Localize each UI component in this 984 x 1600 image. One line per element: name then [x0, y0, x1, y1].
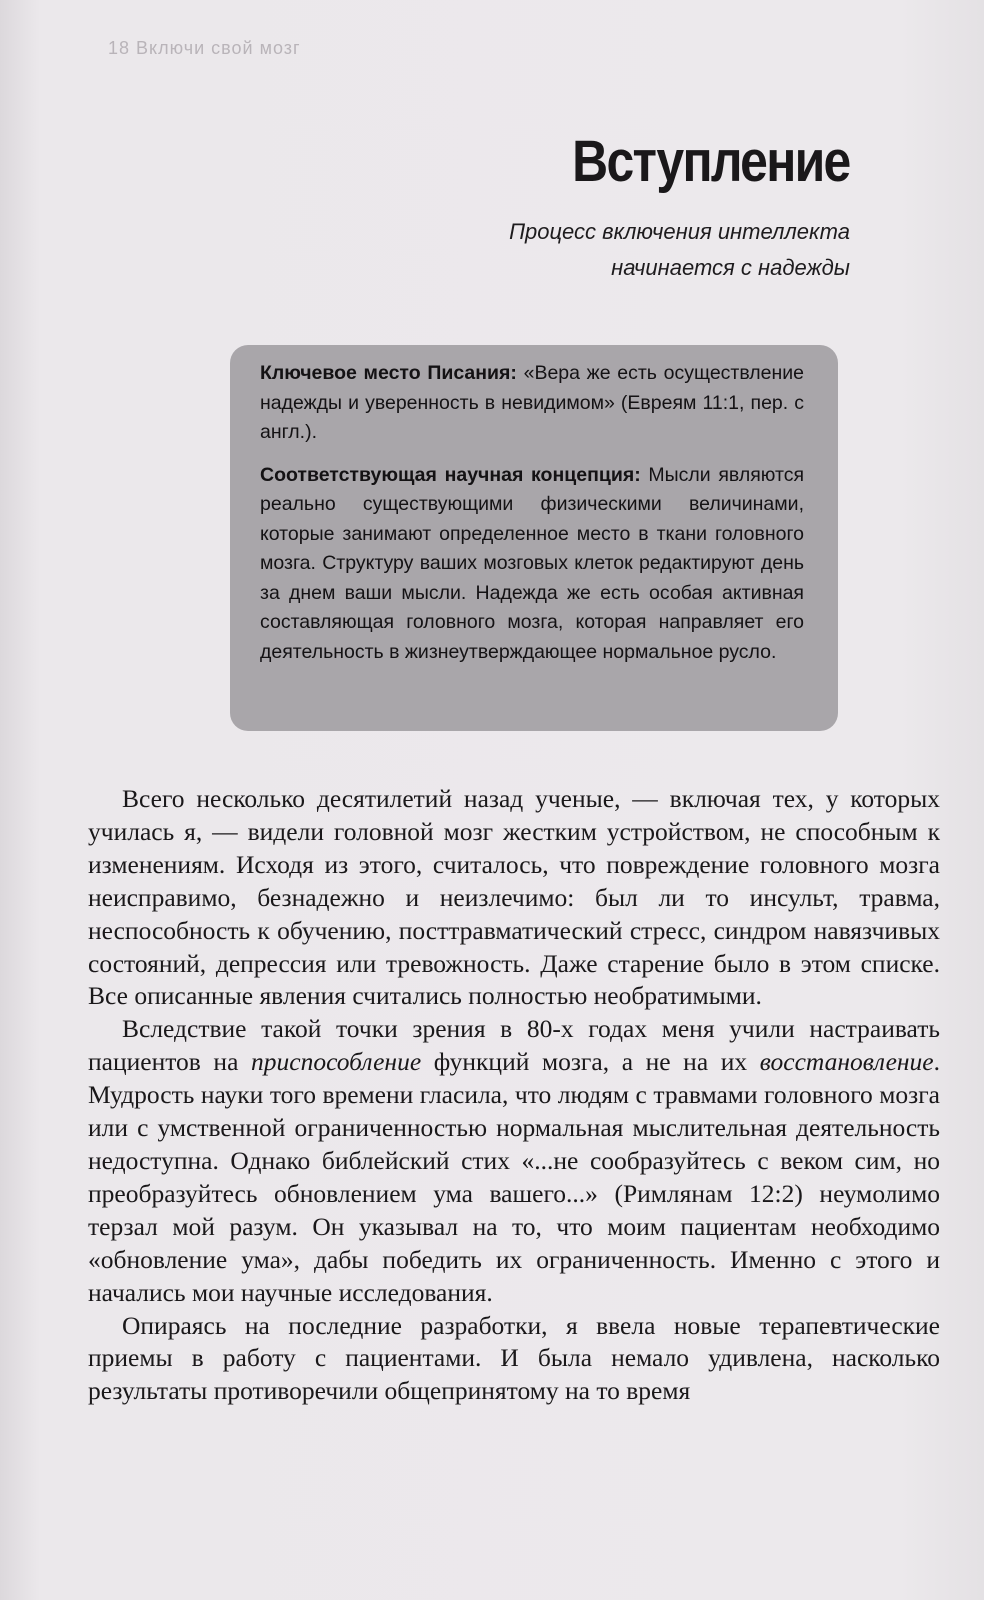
scripture-label: Ключевое место Писания:: [260, 362, 517, 384]
body-text: [88, 783, 940, 1408]
chapter-epigraph: [290, 214, 850, 286]
p2-emphasis-2: восстановление: [759, 1047, 934, 1077]
concept-paragraph: [260, 461, 804, 668]
concept-text: Мысли являются реально существующими физическими величинами, которые занимают определенное место в ткани головного мозга. Структуру ваших мозговых клеток редактируют день за днем ваши мысли. Надежда же есть особая активная составляющая головного мозга, которая направляет его деятельность в жизнеутверждающее нормальное русло.: [260, 463, 805, 663]
body-paragraph-3: Опираясь на последние разработки, я ввела новые терапевтические приемы в работу с пациентами. И была немало удивлена, насколько результаты противоречили общепринятому на то время: [88, 1310, 940, 1406]
body-paragraph-1: Всего несколько десятилетий назад ученые, — включая тех, у которых училась я, — видели головной мозг жестким устройством, не способным к изменениям. Исходя из этого, считалось, что повреждение головного мозга неисправимо, безнадежно и неизлечимо: был ли то инсульт, травма, неспособность к обучению, посттравматический стресс, синдром навязчивых состояний, депрессия или тревожность. Даже старение было в этом списке. Все описанные явления считались полностью необратимыми.: [88, 784, 940, 1011]
p2-text-3: . Мудрость науки того времени гласила, что людям с травмами головного мозга или с умственной ограниченностью нормальная мыслительная деятельность недоступна. Однако библейский стих «...не сообразуйтесь с веком сим, но преобразуйтесь обновлением ума вашего...» (Римлянам 12:2) неумолимо терзал мой разум. Он указывал на то, что моим пациентам необходимо «обновление ума», дабы победить их ограниченность. Именно с этого и начались мои научные исследования.: [88, 1047, 940, 1307]
scripture-paragraph: [260, 359, 804, 448]
chapter-title: Вступление: [572, 129, 850, 194]
epigraph-line-1: Процесс включения интеллекта: [509, 219, 850, 244]
p2-text-2: функций мозга, а не на их: [421, 1047, 760, 1077]
epigraph-line-2: начинается с надежды: [611, 255, 850, 280]
scripture-text: «Вера же есть осуществление надежды и уверенность в невидимом» (Евреям 11:1, пер. с англ.).: [260, 362, 804, 443]
running-head: 18 Включи свой мозг: [108, 38, 301, 58]
key-scripture-callout: [230, 345, 838, 731]
concept-label: Соответствующая научная концепция:: [260, 463, 641, 486]
p2-text-1: Вследствие такой точки зрения в 80-х годах меня учили настраивать пациентов на: [88, 1014, 940, 1077]
body-paragraph-2: [88, 1013, 940, 1309]
p2-emphasis-1: приспособление: [251, 1047, 422, 1077]
